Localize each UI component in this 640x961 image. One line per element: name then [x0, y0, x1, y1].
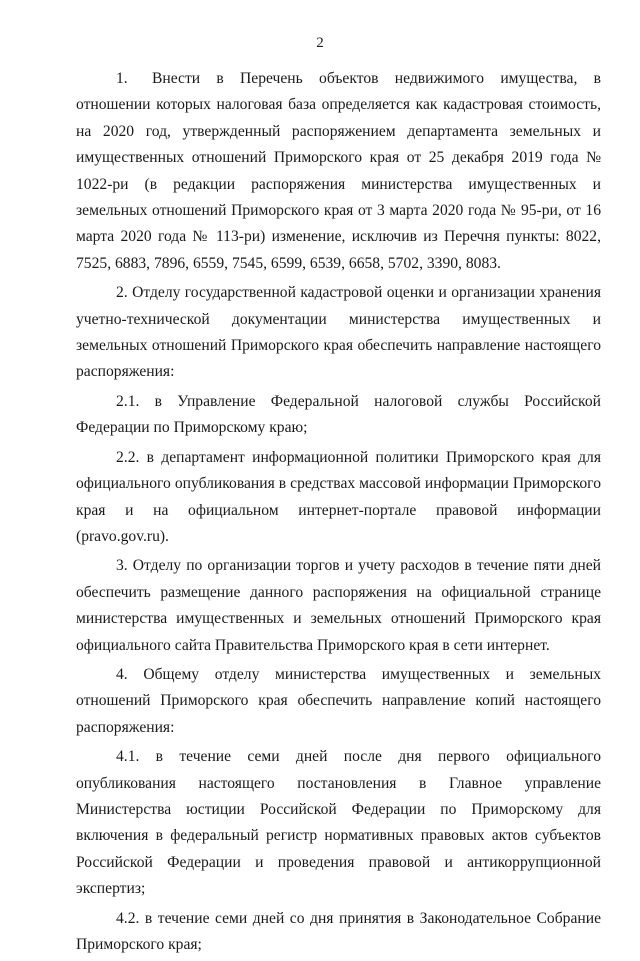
- paragraph-1: [76, 66, 601, 277]
- paragraph-4-2: 4.2. в течение семи дней со дня принятия в Законодательное Собрание Приморского края;: [76, 909, 601, 953]
- page-number: 2: [316, 35, 324, 51]
- paragraph-4: 4. Общему отделу министерства имущественных и земельных отношений Приморского края обеспечить направление копий настоящего распоряжения:: [76, 665, 601, 736]
- paragraph-2-1: 2.1. в Управление Федеральной налоговой службы Российской Федерации по Приморскому краю;: [76, 392, 601, 437]
- paragraph-4-1: 4.1. в течение семи дней после дня первого официального опубликования настоящего постановления в Главное управление Министерства юстиции Российской Федерации по Приморскому для включения в федеральный регистр нормативных правовых актов субъектов Российской Федерации и проведения правовой и антикоррупционной экспертиз;: [76, 748, 601, 898]
- paragraph-3: 3. Отделу по организации торгов и учету расходов в течение пяти дней обеспечить размещение данного распоряжения на официальной странице министерства имущественных и земельных отношений Приморского края официального сайта Правительства Приморского края в сети интернет.: [76, 557, 601, 654]
- document-body: [76, 66, 601, 961]
- paragraph-1-marker: 1.: [116, 70, 128, 87]
- paragraph-1-text: Внести в Перечень объектов недвижимого имущества, в отношении которых налоговая база определяется как кадастровая стоимость, на 2020 год, утвержденный распоряжением департамента земельных и имущественных отношений Приморского края от 25 декабря 2019 года № 1022-ри (в редакции распоряжения министерства имущественных и земельных отношений Приморского края от 3 марта 2020 года № 95-ри, от 16 марта 2020 года № 113-ри) изменение, исключив из Перечня пункты: 8022, 7525, 6883, 7896, 6559, 7545, 6599, 6539, 6658, 5702, 3390, 8083.: [76, 70, 601, 272]
- paragraph-2-2: 2.2. в департамент информационной политики Приморского края для официального опубликования в средствах массовой информации Приморского края и на официальном интернет-портале правовой информации (pravo.gov.ru).: [76, 448, 601, 545]
- paragraph-2: 2. Отделу государственной кадастровой оценки и организации хранения учетно-технической документации министерства имущественных и земельных отношений Приморского края обеспечить направление настоящего распоряжения:: [76, 284, 601, 381]
